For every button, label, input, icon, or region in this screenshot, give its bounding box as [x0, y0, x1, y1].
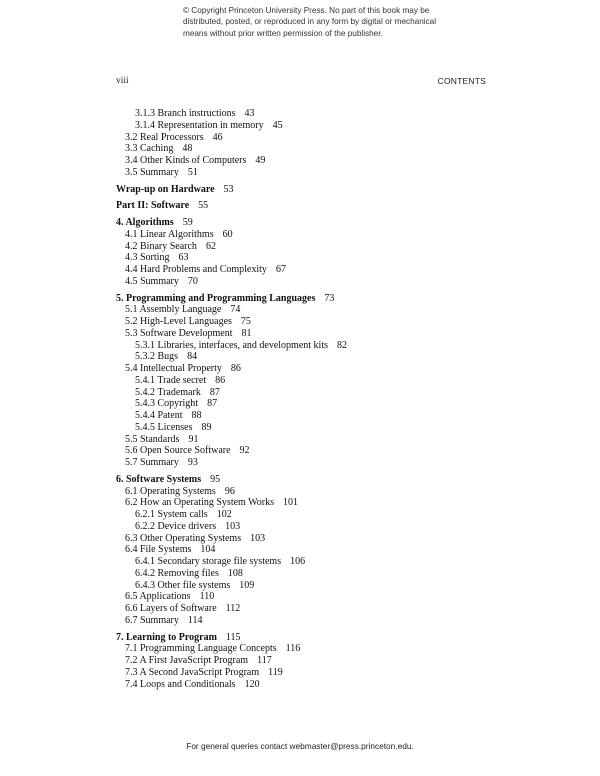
toc-entry: [125, 155, 265, 167]
page-number: viii: [116, 76, 129, 86]
toc-entry-page: 112: [225, 603, 241, 614]
toc-entry-page: 104: [200, 544, 216, 556]
toc-entry-label: Part II: Software: [116, 200, 190, 212]
toc-entry: [125, 457, 198, 469]
toc-entry: [135, 568, 243, 580]
toc-entry: [125, 434, 198, 446]
toc-entry: [135, 410, 202, 422]
toc-entry: [116, 217, 193, 229]
toc-entry-page: 62: [205, 240, 216, 252]
toc-entry-label: 4.3 Sorting: [125, 252, 170, 264]
toc-entry-label: 7. Learning to Program: [116, 631, 217, 643]
toc-entry: [116, 474, 220, 486]
toc-entry-label: 7.1 Programming Language Concepts: [125, 643, 277, 655]
copyright-notice: © Copyright Princeton University Press. No part of this book may be distributed, posted, or reproduced in any form by digital or mechanical means without prior written permission of the publisher.: [183, 6, 437, 38]
toc-entry-page: 88: [191, 410, 202, 421]
toc-entry: [116, 184, 234, 196]
toc-entry-label: 5.3 Software Development: [125, 327, 233, 339]
toc-entry-label: 6.7 Summary: [125, 614, 179, 626]
toc-entry: [125, 497, 298, 509]
toc-entry-page: 81: [241, 327, 252, 339]
toc-entry-page: 84: [187, 351, 198, 363]
toc-entry: [125, 241, 216, 253]
toc-entry-label: 5.1 Assembly Language: [125, 304, 222, 316]
toc-entry-label: 5.4 Intellectual Property: [125, 363, 222, 374]
running-title: CONTENTS: [437, 76, 486, 86]
toc-entry: [116, 632, 241, 644]
toc-entry: [135, 120, 283, 132]
toc-entry: [135, 340, 347, 352]
toc-entry-page: 45: [272, 119, 283, 131]
toc-entry-label: 6. Software Systems: [116, 473, 202, 485]
toc-entry-label: 5.6 Open Source Software: [125, 445, 231, 457]
toc-entry: [116, 293, 334, 305]
toc-entry: [125, 655, 272, 667]
toc-entry-page: 53: [223, 183, 234, 195]
footer-contact: For general queries contact webmaster@press.princeton.edu.: [186, 741, 414, 751]
toc-entry: [125, 643, 300, 655]
toc-entry-label: 5.4.3 Copyright: [135, 398, 199, 410]
toc-entry-page: 86: [230, 363, 241, 374]
toc-entry-label: 4.1 Linear Algorithms: [125, 228, 214, 240]
toc-entry: [125, 229, 233, 241]
toc-entry-page: 60: [222, 228, 233, 240]
toc-entry-label: 5.4.1 Trade secret: [135, 374, 207, 386]
toc-entry-page: 55: [198, 200, 209, 212]
toc-entry-page: 70: [187, 275, 198, 287]
toc-entry-page: 114: [187, 614, 203, 626]
toc-entry-page: 102: [216, 509, 232, 520]
toc-entry-label: 3.3 Caching: [125, 143, 174, 155]
toc-entry-page: 51: [187, 166, 198, 178]
toc-entry-page: 117: [257, 655, 272, 666]
toc-entry: [135, 387, 220, 399]
toc-entry: [125, 252, 188, 264]
toc-entry: [135, 422, 212, 434]
toc-entry: [125, 603, 240, 615]
toc-entry-page: 73: [324, 292, 335, 304]
toc-entry: [125, 143, 192, 155]
toc-entry: [125, 167, 198, 179]
toc-entry-label: 6.4 File Systems: [125, 544, 192, 556]
toc-entry: [125, 363, 241, 375]
toc-entry: [135, 580, 254, 592]
toc-entry: [125, 544, 215, 556]
toc-entry-page: 106: [290, 556, 306, 567]
toc-entry: [125, 533, 265, 545]
toc-entry-label: 5.4.5 Licenses: [135, 421, 193, 433]
toc-entry-page: 110: [199, 591, 215, 603]
toc-entry: [135, 398, 217, 410]
toc-entry-label: 6.3 Other Operating Systems: [125, 532, 242, 544]
toc-entry: [125, 276, 198, 288]
toc-entry-page: 49: [255, 155, 266, 166]
toc-entry-page: 46: [212, 131, 223, 143]
toc-entry-label: 6.2.2 Device drivers: [135, 520, 217, 532]
toc-entry: [125, 264, 286, 276]
toc-entry: [125, 445, 250, 457]
toc-entry-label: 4.4 Hard Problems and Complexity: [125, 264, 267, 275]
toc-entry-label: 5.3.2 Bugs: [135, 351, 179, 363]
toc-entry-label: 6.2 How an Operating System Works: [125, 497, 274, 509]
toc-entry-label: 3.1.3 Branch instructions: [135, 108, 236, 119]
toc-entry-label: 5.2 High-Level Languages: [125, 316, 232, 327]
toc-entry-label: 4.2 Binary Search: [125, 240, 197, 252]
toc-entry-page: 96: [224, 485, 235, 497]
toc-entry-page: 103: [250, 532, 266, 544]
toc-entry-label: 5.3.1 Libraries, interfaces, and development kits: [135, 339, 328, 351]
toc-entry-label: 5.7 Summary: [125, 457, 179, 468]
toc-entry-label: 5. Programming and Programming Languages: [116, 292, 316, 304]
toc-entry-label: 3.1.4 Representation in memory: [135, 119, 264, 131]
toc-entry-label: 3.4 Other Kinds of Computers: [125, 155, 247, 166]
toc-entry: [135, 556, 305, 568]
toc-entry-page: 89: [201, 421, 212, 433]
toc-entry-label: 6.4.2 Removing files: [135, 567, 219, 579]
toc-entry-page: 91: [188, 433, 199, 445]
toc-entry: [135, 108, 255, 120]
toc-entry: [125, 615, 203, 627]
toc-entry: [125, 316, 251, 328]
toc-entry-page: 75: [240, 316, 251, 327]
toc-entry-label: 7.3 A Second JavaScript Program: [125, 666, 260, 678]
toc-entry-page: 87: [209, 386, 220, 398]
toc-entry-label: 3.2 Real Processors: [125, 131, 204, 143]
toc-entry-label: Wrap-up on Hardware: [116, 183, 215, 195]
toc-entry: [135, 521, 240, 533]
toc-entry-page: 116: [285, 643, 301, 655]
toc-entry-page: 63: [178, 252, 189, 264]
toc-entry: [125, 304, 240, 316]
toc-entry: [135, 375, 225, 387]
toc-entry-label: 5.5 Standards: [125, 433, 180, 445]
toc-entry: [135, 351, 197, 363]
toc-entry-page: 48: [182, 143, 193, 155]
toc-entry-page: 86: [215, 374, 226, 386]
toc-entry-page: 120: [244, 678, 260, 690]
toc-entry-label: 4. Algorithms: [116, 217, 174, 228]
toc-entry-page: 92: [239, 445, 250, 457]
toc-entry-page: 95: [210, 473, 221, 485]
toc-entry-page: 82: [337, 339, 347, 351]
toc-entry-label: 6.6 Layers of Software: [125, 603, 217, 614]
toc-entry-page: 103: [225, 520, 241, 532]
toc-entry-page: 59: [182, 217, 193, 228]
toc-entry-label: 6.4.1 Secondary storage file systems: [135, 556, 282, 567]
toc-entry-page: 109: [239, 579, 255, 591]
toc-entry-page: 87: [207, 398, 218, 410]
toc-entry-page: 101: [283, 497, 298, 509]
toc-entry: [125, 667, 283, 679]
toc-entry-page: 115: [225, 631, 241, 643]
toc-entry-label: 6.2.1 System calls: [135, 509, 208, 520]
toc-entry-label: 6.1 Operating Systems: [125, 485, 216, 497]
toc-entry-page: 74: [230, 304, 241, 316]
toc-entry-page: 108: [227, 567, 243, 579]
toc-entry: [125, 132, 223, 144]
toc-entry-page: 93: [187, 457, 198, 468]
toc-entry: [135, 509, 232, 521]
toc-entry-label: 6.5 Applications: [125, 591, 191, 603]
toc-entry: [125, 591, 214, 603]
toc-entry: [125, 486, 235, 498]
toc-entry-label: 7.4 Loops and Conditionals: [125, 678, 236, 690]
toc-entry-page: 67: [275, 264, 286, 275]
toc-entry-label: 4.5 Summary: [125, 275, 179, 287]
toc-entry-label: 5.4.2 Trademark: [135, 386, 201, 398]
toc-entry-page: 119: [268, 666, 283, 678]
toc-entry-label: 3.5 Summary: [125, 166, 179, 178]
toc-entry-label: 6.4.3 Other file systems: [135, 579, 231, 591]
toc-entry-label: 5.4.4 Patent: [135, 410, 183, 421]
toc-entry-label: 7.2 A First JavaScript Program: [125, 655, 249, 666]
toc-entry: [125, 328, 251, 340]
toc-entry: [125, 679, 260, 691]
toc-entry: [116, 200, 208, 212]
toc-entry-page: 43: [244, 108, 255, 119]
